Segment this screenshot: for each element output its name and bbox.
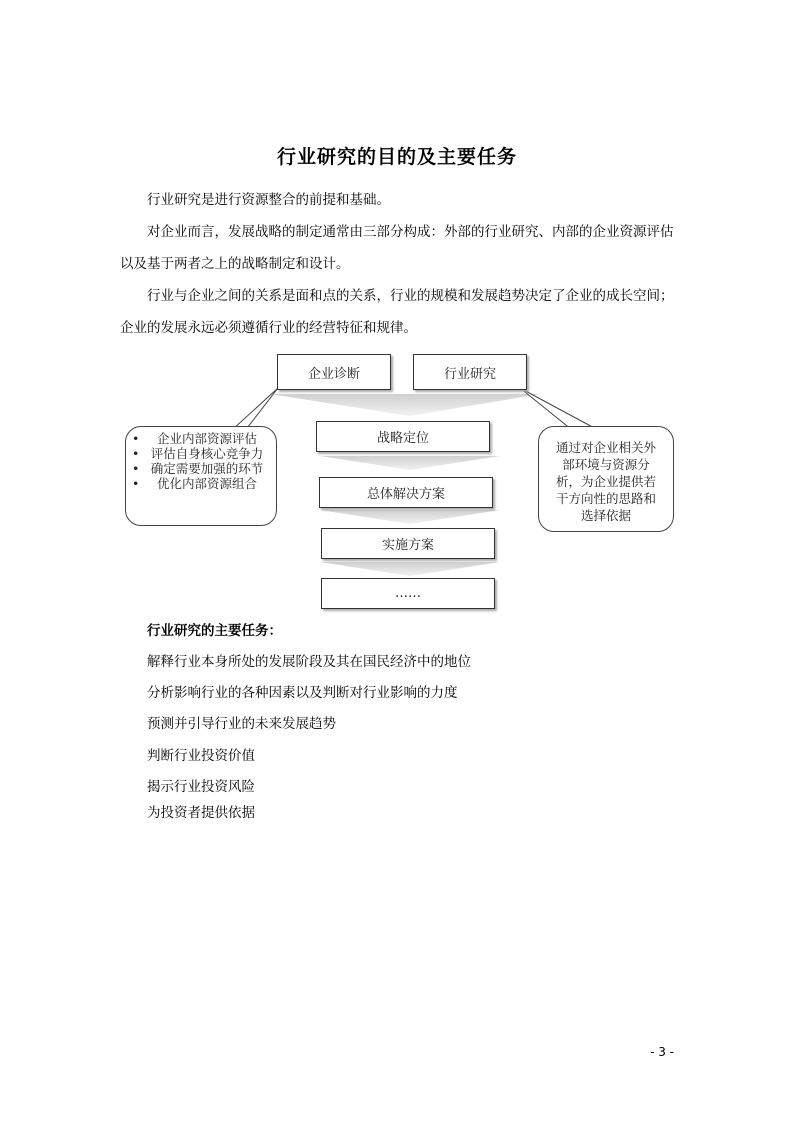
tasks-heading: 行业研究的主要任务： [147,623,282,639]
box-enterprise-diagnosis: 企业诊断 [277,354,391,390]
left-bubble-item: • 确定需要加强的环节 [132,461,270,476]
task-item: 预测并引导行业的未来发展趋势 [147,716,336,732]
intro-paragraph [120,184,676,344]
left-callout-bubble [125,426,277,526]
left-bubble-item: • 优化内部资源组合 [132,476,270,491]
paragraph-1: 行业研究是进行资源整合的前提和基础。 [147,192,390,208]
box-step-overall-solution: 总体解决方案 [319,477,493,508]
chevron-3 [320,562,500,576]
box-step-more: …… [321,578,495,609]
page-title: 行业研究的目的及主要任务 [276,146,517,168]
chevron-1 [320,456,500,470]
task-item: 为投资者提供依据 [147,805,255,821]
paragraph-3: 行业与企业之间的关系是面和点的关系，行业的规模和发展趋势决定了企业的成长空间；企业的发展永远必须遵循行业的经营特征和规律。 [120,288,674,336]
box-step-positioning: 战略定位 [316,421,490,452]
task-item: 解释行业本身所处的发展阶段及其在国民经济中的地位 [147,654,471,670]
task-item: 分析影响行业的各种因素以及判断对行业影响的力度 [147,685,458,701]
left-bubble-item: • 企业内部资源评估 [132,431,270,446]
task-item: 揭示行业投资风险 [147,779,255,795]
box-industry-research: 行业研究 [413,354,527,390]
strategy-diagram [120,348,680,613]
task-item: 判断行业投资价值 [147,748,255,764]
chevron-top [270,394,540,416]
paragraph-2: 对企业而言，发展战略的制定通常由三部分构成：外部的行业研究、内部的企业资源评估以及基于两者之上的战略制定和设计。 [120,224,674,272]
right-callout-bubble: 通过对企业相关外部环境与资源分析，为企业提供若干方向性的思路和选择依据 [538,426,674,532]
page-number: - 3 - [650,1045,674,1059]
box-step-implementation: 实施方案 [321,528,495,559]
chevron-2 [320,510,500,524]
left-bubble-item: • 评估自身核心竞争力 [132,446,270,461]
